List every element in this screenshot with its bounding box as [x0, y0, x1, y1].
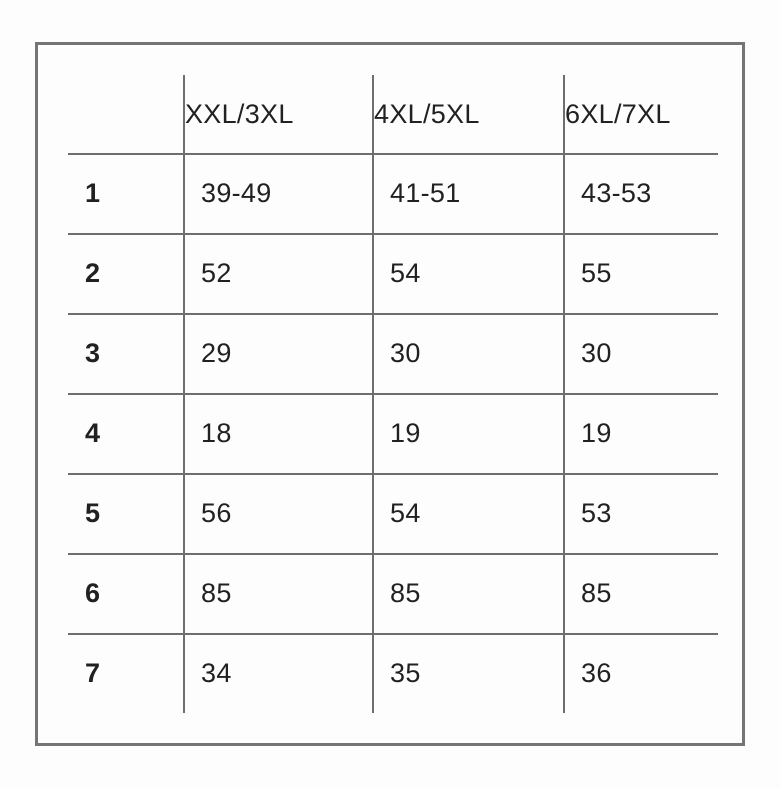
header-cell-blank: [38, 45, 185, 153]
table-cell: 30: [390, 337, 421, 368]
size-chart-table: [35, 42, 745, 746]
table-cell: 19: [390, 417, 421, 448]
table-cell: 55: [581, 257, 612, 288]
row-label: 6: [85, 577, 101, 608]
table-cell: 34: [201, 657, 232, 688]
table-cell: 36: [581, 657, 612, 688]
row-label: 4: [85, 417, 101, 448]
table-cell: 85: [201, 577, 232, 608]
table-cell: 54: [390, 497, 421, 528]
header-cell-xxl-3xl: XXL/3XL: [185, 98, 294, 129]
table-cell: 18: [201, 417, 232, 448]
table-cell: 29: [201, 337, 232, 368]
table-cell: 30: [581, 337, 612, 368]
table-grid: [38, 45, 742, 743]
table-cell: 52: [201, 257, 232, 288]
row-label: 7: [85, 657, 101, 688]
table-cell: 53: [581, 497, 612, 528]
table-cell: 43-53: [581, 177, 652, 208]
table-cell: 19: [581, 417, 612, 448]
row-label: 5: [85, 497, 101, 528]
table-cell: 54: [390, 257, 421, 288]
row-label: 1: [85, 177, 101, 208]
table-cell: 35: [390, 657, 421, 688]
table-cell: 41-51: [390, 177, 461, 208]
row-label: 2: [85, 257, 101, 288]
table-cell: 56: [201, 497, 232, 528]
table-cell: 39-49: [201, 177, 272, 208]
header-cell-4xl-5xl: 4XL/5XL: [374, 98, 480, 129]
header-cell-6xl-7xl: 6XL/7XL: [565, 98, 671, 129]
table-cell: 85: [390, 577, 421, 608]
table-cell: 85: [581, 577, 612, 608]
row-label: 3: [85, 337, 101, 368]
